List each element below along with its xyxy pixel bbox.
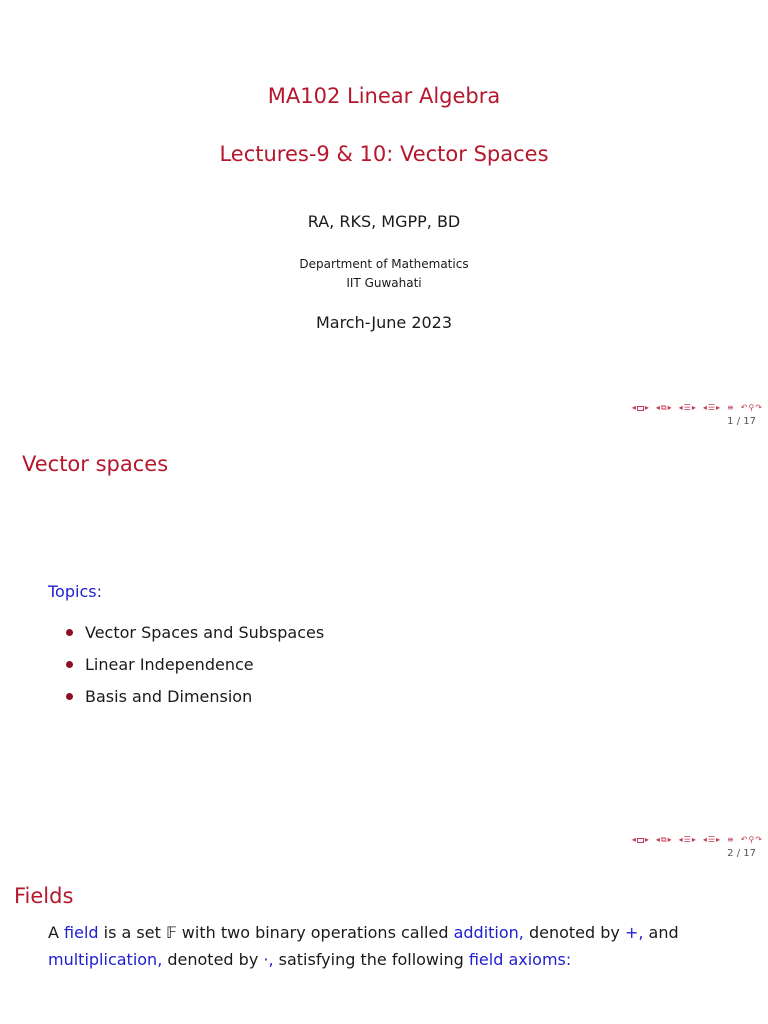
bullet-icon — [66, 693, 73, 700]
subsection-nav-right-icon[interactable]: ▸ — [716, 403, 721, 412]
frame-left-icon[interactable]: ◂ — [631, 835, 636, 844]
frame-icon[interactable] — [637, 406, 644, 411]
institute: IIT Guwahati — [346, 276, 422, 290]
undo-icon[interactable]: ↶ — [740, 403, 748, 412]
definition-line-1 — [48, 919, 748, 946]
beamer-navigation-bar — [628, 402, 762, 414]
redo-icon[interactable]: ↷ — [755, 835, 762, 844]
text-run: and — [643, 923, 679, 942]
search-icon[interactable]: ⚲ — [748, 835, 755, 844]
authors: RA, RKS, MGPP, BD — [307, 212, 461, 231]
subsection-left-icon[interactable]: ◂ — [655, 835, 660, 844]
frame-left-icon[interactable]: ◂ — [631, 403, 636, 412]
text-run: denoted by — [523, 923, 625, 942]
topics-list — [66, 616, 324, 712]
frame-right-icon[interactable]: ▸ — [644, 403, 649, 412]
section-left-icon[interactable]: ◂ — [678, 835, 683, 844]
field-definition — [48, 919, 748, 973]
date: March-June 2023 — [315, 313, 453, 332]
subsection-icon[interactable]: ⧉ — [660, 403, 667, 412]
keyword-dot: ·, — [263, 950, 274, 969]
undo-icon[interactable]: ↶ — [740, 835, 748, 844]
text-run: is a set 𝔽 with two binary operations called — [98, 923, 454, 942]
list-item — [66, 680, 324, 712]
section-right-icon[interactable]: ▸ — [691, 403, 696, 412]
frame-title: Vector spaces — [22, 452, 169, 476]
bullet-icon — [66, 661, 73, 668]
section-icon[interactable]: ☰ — [683, 403, 691, 412]
keyword-field-axioms: field axioms: — [468, 950, 572, 969]
subsection-nav-icon[interactable]: ☰ — [707, 835, 716, 844]
text-run: denoted by — [162, 950, 264, 969]
frame-icon[interactable] — [637, 838, 644, 843]
section-left-icon[interactable]: ◂ — [678, 403, 683, 412]
beamer-navigation-bar — [628, 834, 762, 846]
fields-slide — [0, 864, 768, 1024]
definition-line-2 — [48, 946, 748, 973]
topic-text: Basis and Dimension — [85, 686, 253, 706]
subsection-right-icon[interactable]: ▸ — [667, 403, 672, 412]
subsection-nav-left-icon[interactable]: ◂ — [702, 835, 707, 844]
subsection-nav-right-icon[interactable]: ▸ — [716, 835, 721, 844]
list-item — [66, 616, 324, 648]
section-icon[interactable]: ☰ — [683, 835, 691, 844]
keyword-addition: addition, — [453, 923, 524, 942]
keyword-field: field — [64, 923, 99, 942]
frame-right-icon[interactable]: ▸ — [644, 835, 649, 844]
page-number: 1 / 17 — [727, 416, 756, 427]
subsection-right-icon[interactable]: ▸ — [667, 835, 672, 844]
topics-label: Topics: — [48, 582, 102, 601]
title-slide — [0, 0, 768, 432]
redo-icon[interactable]: ↷ — [755, 403, 762, 412]
subsection-nav-icon[interactable]: ☰ — [707, 403, 716, 412]
list-item — [66, 648, 324, 680]
subsection-left-icon[interactable]: ◂ — [655, 403, 660, 412]
document-icon[interactable]: ≡ — [727, 403, 734, 412]
department: Department of Mathematics — [299, 257, 469, 271]
topic-text: Vector Spaces and Subspaces — [85, 622, 325, 642]
topic-text: Linear Independence — [85, 654, 254, 674]
presentation-subtitle: Lectures-9 & 10: Vector Spaces — [219, 142, 549, 166]
bullet-icon — [66, 629, 73, 636]
frame-title: Fields — [14, 884, 74, 908]
page-number: 2 / 17 — [727, 848, 756, 859]
subsection-icon[interactable]: ⧉ — [660, 835, 667, 844]
document-icon[interactable]: ≡ — [727, 835, 734, 844]
search-icon[interactable]: ⚲ — [748, 403, 755, 412]
text-run: A — [48, 923, 65, 942]
presentation-title: MA102 Linear Algebra — [267, 84, 501, 108]
subsection-nav-left-icon[interactable]: ◂ — [702, 403, 707, 412]
keyword-plus: +, — [624, 923, 644, 942]
section-right-icon[interactable]: ▸ — [691, 835, 696, 844]
topics-slide — [0, 432, 768, 864]
text-run: satisfying the following — [273, 950, 469, 969]
keyword-multiplication: multiplication, — [48, 950, 163, 969]
